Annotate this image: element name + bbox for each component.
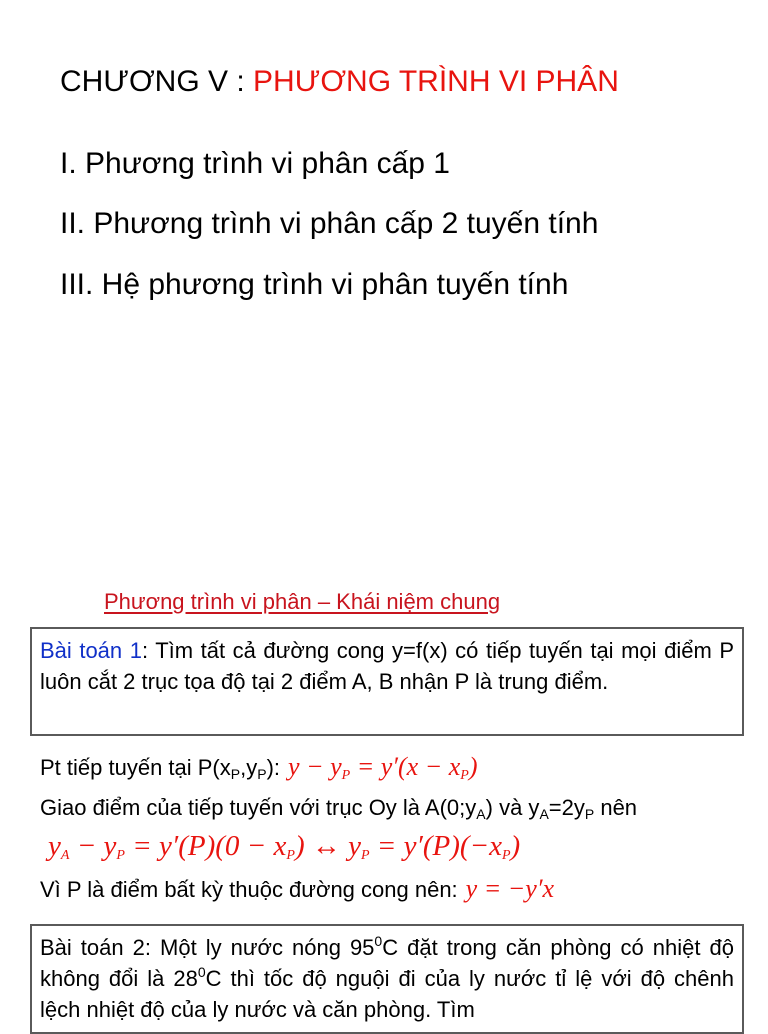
text-part: Bài toán 2: Một ly nước nóng 95 bbox=[40, 935, 375, 960]
math-part: y − y bbox=[288, 752, 342, 781]
chapter-heading bbox=[60, 60, 619, 104]
text-part: C đặt trong căn phòng có nhiệt độ không đổi là 28 bbox=[40, 935, 734, 991]
math-subscript: P bbox=[116, 848, 125, 863]
math-part: ) bbox=[510, 830, 521, 862]
math-part: ) bbox=[468, 752, 478, 781]
problem-1-box bbox=[30, 627, 744, 736]
text-part: Giao điểm của tiếp tuyến với trục Oy là A(0;y bbox=[40, 795, 477, 820]
math-subscript: P bbox=[501, 848, 511, 863]
text-part: =2y bbox=[548, 795, 585, 820]
conclusion-statement bbox=[40, 874, 554, 905]
text-part: nên bbox=[594, 795, 638, 820]
math-part: = y′(P)(−x bbox=[369, 830, 502, 862]
chapter-title: PHƯƠNG TRÌNH VI PHÂN bbox=[253, 65, 619, 98]
problem-1-text: : Tìm tất cả đường cong y=f(x) có tiếp tuyến tại mọi điểm P luôn cắt 2 trục tọa độ tại 2 điểm A, B nhận P là trung điểm. bbox=[40, 638, 734, 694]
text-part: C thì tốc độ nguội đi của ly nước tỉ lệ với độ chênh lệch nhiệt độ của ly nước và căn phòng. Tìm bbox=[40, 966, 734, 1022]
superscript: 0 bbox=[197, 964, 206, 980]
math-part: ) ↔ y bbox=[294, 830, 361, 862]
math-subscript: P bbox=[460, 768, 469, 783]
math-part: y bbox=[48, 830, 61, 862]
differential-equation: y = −y′x bbox=[465, 874, 555, 903]
intersection-equation bbox=[48, 826, 520, 866]
intersection-statement bbox=[40, 793, 637, 823]
subscript: P bbox=[230, 766, 241, 782]
math-part: − y bbox=[69, 830, 117, 862]
toc-item-2: II. Phương trình vi phân cấp 2 tuyến tính bbox=[60, 207, 599, 240]
text-part: Vì P là điểm bất kỳ thuộc đường cong nên: bbox=[40, 877, 458, 902]
subscript: P bbox=[584, 806, 595, 822]
math-subscript: P bbox=[286, 848, 295, 863]
problem-2-box bbox=[30, 924, 744, 1034]
tangent-line-statement bbox=[40, 752, 478, 783]
section-title: Phương trình vi phân – Khái niệm chung bbox=[104, 589, 501, 614]
text-part: ): bbox=[266, 755, 281, 780]
toc-item-3: III. Hệ phương trình vi phân tuyến tính bbox=[60, 268, 569, 301]
math-subscript: A bbox=[60, 848, 70, 863]
superscript: 0 bbox=[374, 933, 383, 949]
problem-1-label: Bài toán 1 bbox=[40, 638, 142, 663]
toc-item-1: I. Phương trình vi phân cấp 1 bbox=[60, 147, 450, 180]
math-part: = y′(P)(0 − x bbox=[124, 830, 287, 862]
math-subscript: P bbox=[341, 768, 351, 783]
subscript: A bbox=[476, 806, 486, 822]
chapter-prefix: CHƯƠNG V : bbox=[60, 65, 254, 98]
subscript: A bbox=[539, 806, 549, 822]
text-part: ) và y bbox=[485, 795, 540, 820]
tangent-equation bbox=[288, 752, 477, 781]
math-part: = y′(x − x bbox=[350, 752, 461, 781]
math-subscript: P bbox=[360, 848, 370, 863]
subscript: P bbox=[257, 766, 267, 782]
text-part: ,y bbox=[240, 755, 258, 780]
text-part: Pt tiếp tuyến tại P(x bbox=[40, 755, 231, 780]
